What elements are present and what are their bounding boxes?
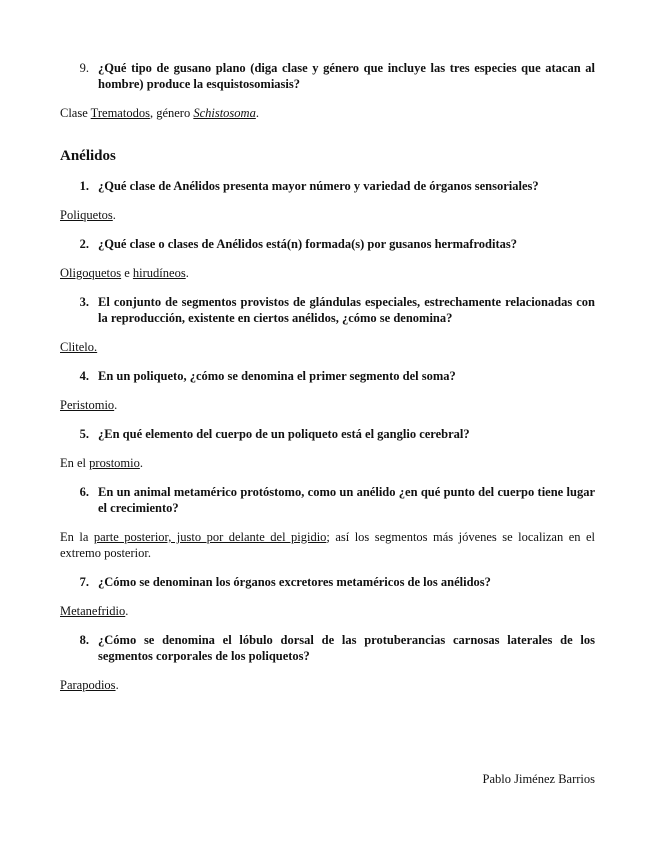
document-page [60, 60, 595, 706]
answer-term: Peristomio [60, 398, 115, 412]
answer-suffix: . [139, 456, 143, 470]
question-text: ¿Cómo se denomina el lóbulo dorsal de las protuberancias carnosas laterales de los segmentos corporales de los poliquetos? [98, 633, 595, 663]
answer-suffix: . [125, 604, 129, 618]
question-5 [60, 426, 595, 442]
answer-term: Clitelo. [60, 340, 98, 354]
answer-prefix: En el [60, 456, 90, 470]
answer-9 [60, 105, 595, 121]
question-text: ¿Qué clase o clases de Anélidos está(n) formada(s) por gusanos hermafroditas? [98, 237, 517, 251]
answer-3 [60, 339, 595, 355]
answer-term: Parapodios [60, 678, 116, 692]
answer-2 [60, 265, 595, 281]
answer-term: hirudíneos [132, 266, 186, 280]
answer-term: Metanefridio [60, 604, 126, 618]
question-3 [60, 294, 595, 326]
question-text: En un animal metamérico protóstomo, como un anélido ¿en qué punto del cuerpo tiene lugar el crecimiento? [98, 485, 595, 515]
question-8 [60, 632, 595, 664]
answer-5 [60, 455, 595, 471]
question-number: 7. [79, 575, 89, 589]
answer-connector: e [121, 266, 133, 280]
question-number: 9. [79, 61, 89, 75]
answer-term: Trematodos [90, 106, 150, 120]
answer-6 [60, 529, 595, 561]
answer-term: parte posterior, justo por delante del pigidio [93, 530, 327, 544]
answer-suffix: . [255, 106, 259, 120]
question-number: 8. [79, 633, 89, 647]
question-number: 5. [79, 427, 89, 441]
question-number: 4. [79, 369, 89, 383]
answer-1 [60, 207, 595, 223]
answer-term: prostomio [89, 456, 140, 470]
answer-prefix: Clase [60, 106, 91, 120]
question-number: 1. [79, 179, 89, 193]
answer-8 [60, 677, 595, 693]
question-9 [60, 60, 595, 92]
answer-suffix: . [112, 208, 116, 222]
answer-suffix: ; así los segmentos más jóvenes se localizan en el extremo posterior. [60, 530, 595, 560]
answer-suffix: . [115, 678, 119, 692]
answer-genus: Schistosoma [193, 106, 256, 120]
answer-term: Poliquetos [60, 208, 113, 222]
question-2 [60, 236, 595, 252]
question-text: ¿Cómo se denominan los órganos excretores metaméricos de los anélidos? [98, 575, 491, 589]
question-6 [60, 484, 595, 516]
author-signature: Pablo Jiménez Barrios [482, 772, 595, 786]
answer-suffix: . [185, 266, 189, 280]
answer-4 [60, 397, 595, 413]
answer-suffix: . [114, 398, 118, 412]
answer-connector: , género [149, 106, 194, 120]
question-7 [60, 574, 595, 590]
question-number: 3. [79, 295, 89, 309]
question-text: ¿Qué clase de Anélidos presenta mayor número y variedad de órganos sensoriales? [98, 179, 539, 193]
question-text: El conjunto de segmentos provistos de glándulas especiales, estrechamente relacionadas con la reproducción, existente en ciertos anélidos, ¿cómo se denomina? [98, 295, 595, 325]
question-text: En un poliqueto, ¿cómo se denomina el primer segmento del soma? [98, 369, 456, 383]
question-text: ¿En qué elemento del cuerpo de un poliqueto está el ganglio cerebral? [98, 427, 470, 441]
question-text: ¿Qué tipo de gusano plano (diga clase y género que incluye las tres especies que atacan al hombre) produce la esquistosomiasis? [98, 61, 595, 91]
answer-term: Oligoquetos [60, 266, 122, 280]
question-number: 6. [79, 485, 89, 499]
answer-7 [60, 603, 595, 619]
question-1 [60, 178, 595, 194]
section-title: Anélidos [60, 148, 116, 164]
question-4 [60, 368, 595, 384]
answer-prefix: En la [60, 530, 94, 544]
question-number: 2. [79, 237, 89, 251]
